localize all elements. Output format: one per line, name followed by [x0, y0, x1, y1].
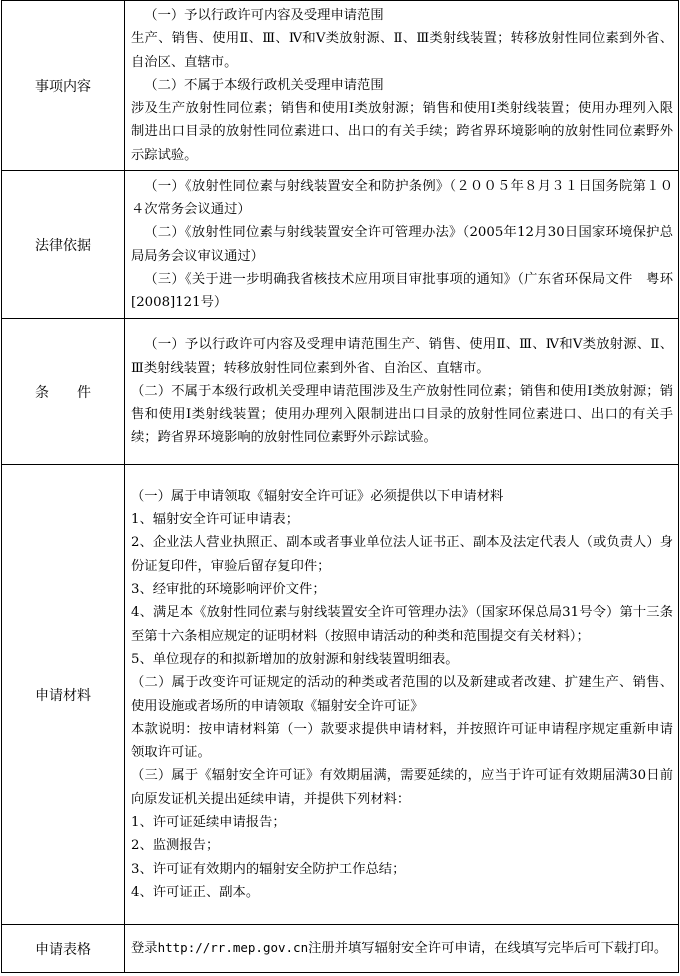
table-row: [2, 925, 679, 973]
row-content: [125, 925, 679, 973]
row-label: 条 件: [2, 319, 125, 465]
application-instruction: 登录: [131, 941, 158, 957]
content-line: 涉及生产放射性同位素；销售和使用Ⅰ类放射源；销售和使用Ⅰ类射线装置；使用办理列入限制进出口目录的放射性同位素进口、出口的有关手续；跨省界环境影响的放射性同位素野外示踪试验。: [131, 101, 673, 163]
content-line: （二）属于改变许可证规定的活动的种类或者范围的以及新建或者改建、扩建生产、销售、使用设施或者场所的申请领取《辐射安全许可证》: [131, 675, 673, 714]
content-line: （三）属于《辐射安全许可证》有效期届满，需要延续的，应当于许可证有效期届满30日前向原发证机关提出延续申请，并提供下列材料：: [131, 768, 673, 807]
content-line: （二）不属于本级行政机关受理申请范围: [144, 77, 384, 93]
content-line: （一）属于申请领取《辐射安全许可证》必须提供以下申请材料: [131, 488, 504, 504]
content-line: （二）不属于本级行政机关受理申请范围涉及生产放射性同位素；销售和使用Ⅰ类放射源；销售和使用Ⅰ类射线装置；使用办理列入限制进出口目录的放射性同位素进口、出口的有关手续；跨省界环境影响的放射性同位素野外示踪试验。: [131, 383, 673, 446]
row-content: [125, 465, 679, 925]
registration-link[interactable]: http://rr.mep.gov.cn: [157, 940, 309, 956]
content-line: 2、企业法人营业执照正、副本或者事业单位法人证书正、副本及法定代表人（或负责人）身份证复印件，审验后留存复印件；: [131, 535, 673, 574]
table-row: [2, 171, 679, 319]
content-line: （一）予以行政许可内容及受理申请范围生产、销售、使用Ⅱ、Ⅲ、Ⅳ和Ⅴ类放射源、Ⅱ、Ⅲ类射线装置；转移放射性同位素到外省、自治区、直辖市。: [131, 337, 673, 376]
table-row: [2, 1, 679, 171]
content-line: 1、辐射安全许可证申请表；: [131, 512, 300, 528]
row-content: [125, 319, 679, 465]
row-label: 法律依据: [2, 171, 125, 319]
content-line: （二）《放射性同位素与射线装置安全许可管理办法》（2005年12月30日国家环境保护总局局务会议审议通过）: [131, 225, 673, 264]
content-line: 2、监测报告；: [131, 838, 220, 854]
row-content: [125, 171, 679, 319]
content-line: 4、满足本《放射性同位素与射线装置安全许可管理办法》（国家环保总局31号令）第十三条至第十六条相应规定的证明材料（按照申请活动的种类和范围提交有关材料）；: [131, 605, 673, 644]
content-line: 3、经审批的环境影响评价文件；: [131, 582, 326, 598]
content-line: （三）《关于进一步明确我省核技术应用项目审批事项的通知》（广东省环保局文件 粤环[2008]121号）: [131, 271, 673, 311]
row-label: 申请材料: [2, 465, 125, 925]
content-line: 4、许可证正、副本。: [131, 884, 260, 900]
row-content: [125, 1, 679, 171]
content-line: （一）《放射性同位素与射线装置安全和防护条例》（２００５年８月３１日国务院第１０４次常务会议通过）: [131, 178, 673, 217]
table-row: [2, 319, 679, 465]
document-table: [1, 0, 679, 973]
application-instruction-tail: 注册并填写辐射安全许可申请，在线填写完毕后可下载打印。: [308, 941, 668, 957]
row-label: 申请表格: [2, 925, 125, 973]
content-line: 5、单位现存的和拟新增加的放射源和射线装置明细表。: [131, 651, 459, 667]
row-label: 事项内容: [2, 1, 125, 171]
content-line: 1、许可证延续申请报告；: [131, 814, 286, 830]
content-line: 本款说明：按申请材料第（一）款要求提供申请材料，并按照许可证申请程序规定重新申请领取许可证。: [131, 721, 673, 761]
content-line: （一）予以行政许可内容及受理申请范围: [144, 7, 384, 23]
content-line: 3、许可证有效期内的辐射安全防护工作总结；: [131, 861, 406, 877]
content-line: 生产、销售、使用Ⅱ、Ⅲ、Ⅳ和Ⅴ类放射源、Ⅱ、Ⅲ类射线装置；转移放射性同位素到外省、自治区、直辖市。: [131, 31, 673, 70]
table-row: [2, 465, 679, 925]
